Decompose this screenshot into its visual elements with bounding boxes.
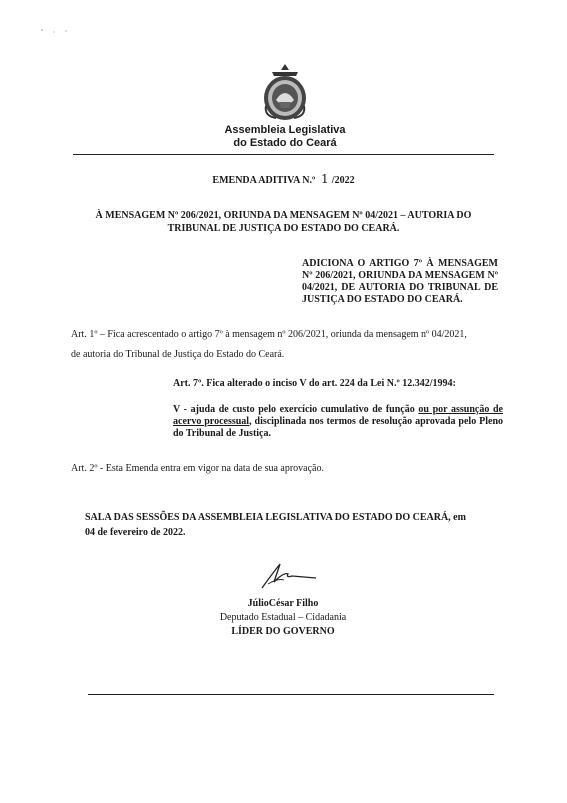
footer-rule: [88, 694, 494, 695]
state-seal-icon: [262, 62, 308, 122]
signatory-title: LÍDER DO GOVERNO: [231, 626, 335, 637]
subject-line1: À MENSAGEM Nº 206/2021, ORIUNDA DA MENSAGEM Nº 04/2021 – AUTORIA DO: [95, 210, 472, 221]
title-prefix: EMENDA ADITIVA N.º: [212, 175, 316, 186]
article-1-line2: de autoria do Tribunal de Justiça do Estado do Ceará.: [71, 349, 285, 360]
handwritten-signature-icon: [258, 560, 318, 590]
article-7-inciso-v: [173, 404, 503, 440]
handwritten-amendment-number: 1: [320, 172, 329, 186]
institution-name-line1: Assembleia Legislativa: [224, 124, 346, 136]
inciso-text-end: , disciplinada nos termos de resolução aprovada pelo Pleno do Tribunal de Justiça.: [173, 416, 504, 439]
closing-line2: 04 de fevereiro de 2022.: [85, 527, 186, 538]
article-1-line1: Art. 1º – Fica acrescentado o artigo 7º à mensagem nº 206/2021, oriunda da mensagem nº 04/2021,: [71, 329, 467, 340]
signatory-name: JúlioCésar Filho: [247, 598, 319, 609]
institution-name-line2: do Estado do Ceará: [233, 137, 337, 149]
inciso-text-start: V - ajuda de custo pelo exercício cumulativo de função: [173, 404, 419, 415]
subject-line2: TRIBUNAL DE JUSTIÇA DO ESTADO DO CEARÁ.: [167, 223, 400, 234]
header-rule: [73, 154, 494, 155]
title-suffix: /2022: [331, 175, 355, 186]
article-7-caput: Art. 7º. Fica alterado o inciso V do art. 224 da Lei N.º 12.342/1994:: [173, 378, 456, 389]
ementa-text: ADICIONA O ARTIGO 7º À MENSAGEM Nº 206/2021, ORIUNDA DA MENSAGEM Nº 04/2021, DE AUTORIA DO TRIBUNAL DE JUSTIÇA DO ESTADO DO CEARÁ.: [302, 258, 498, 305]
document-title: [0, 172, 567, 186]
closing-line1: SALA DAS SESSÕES DA ASSEMBLEIA LEGISLATIVA DO ESTADO DO CEARÁ, em: [85, 512, 466, 523]
signatory-role: Deputado Estadual – Cidadania: [219, 612, 347, 623]
inciso-underlined-text: ou por assunção de acervo processual: [173, 404, 503, 427]
article-2: Art. 2º - Esta Emenda entra em vigor na data de sua aprovação.: [71, 463, 324, 474]
scan-speck: [40, 28, 70, 34]
